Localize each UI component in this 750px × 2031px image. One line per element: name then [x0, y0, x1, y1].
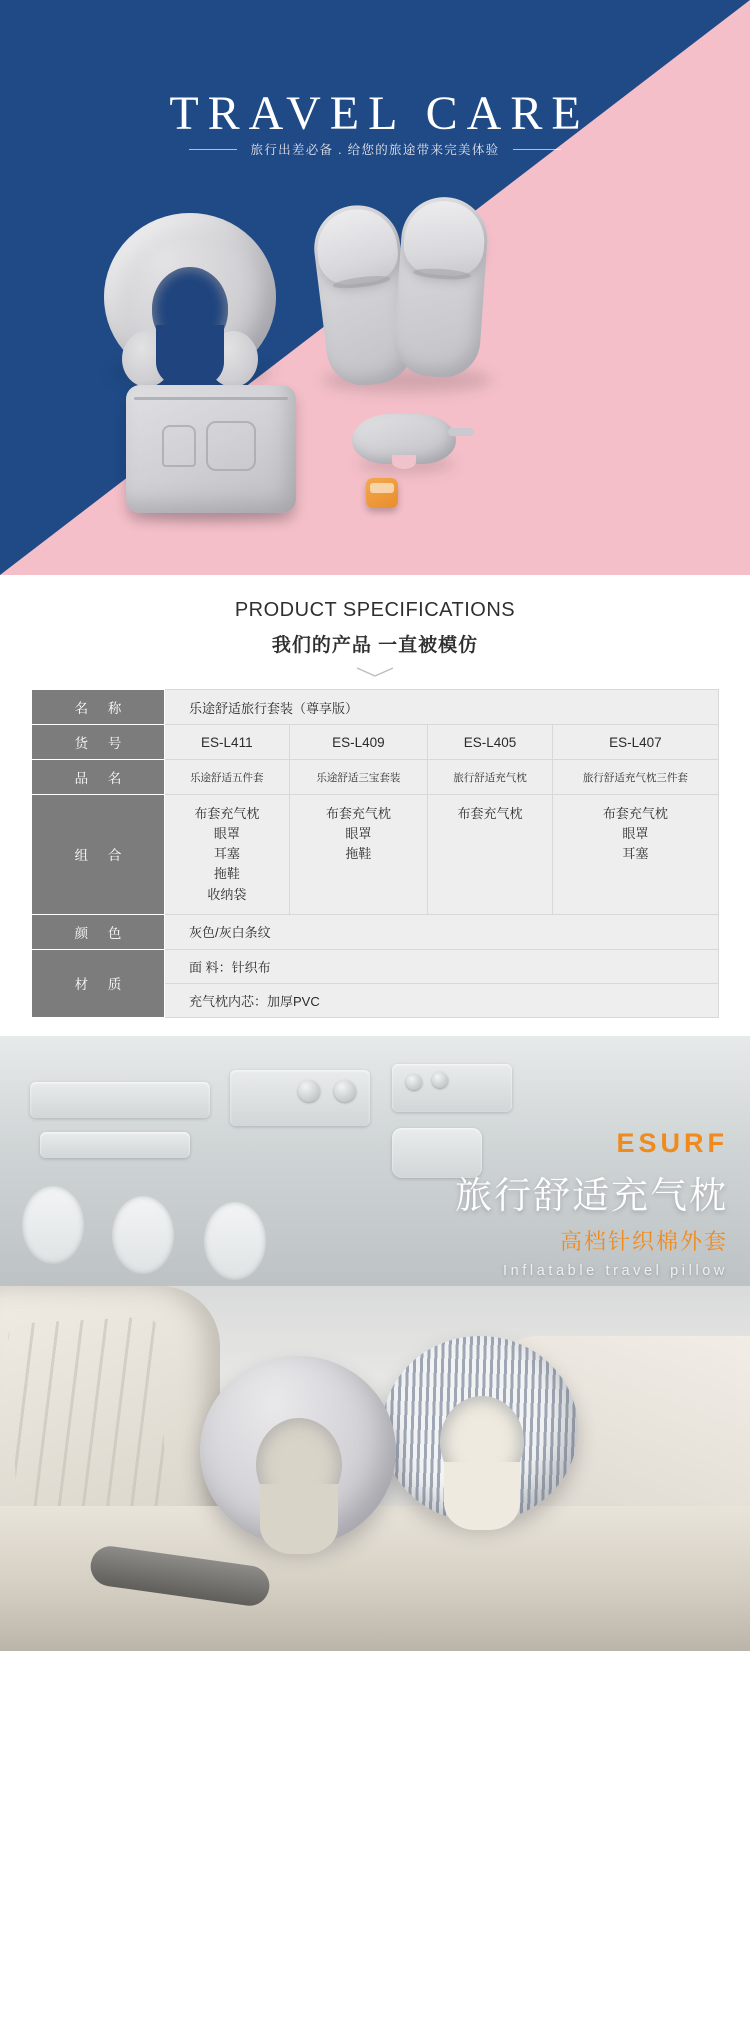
storage-pouch-image [126, 385, 296, 513]
cabin-english-caption: Inflatable travel pillow [502, 1262, 728, 1279]
hero-banner [0, 0, 750, 575]
spec-value-brand-4: 旅行舒适充气枕三件套 [552, 760, 718, 795]
pillow-gap [156, 325, 224, 387]
cabin-headline: 旅行舒适充气枕 [455, 1174, 728, 1216]
cabin-lifestyle-banner [0, 1036, 750, 1651]
spec-title-en: PRODUCT SPECIFICATIONS [234, 599, 516, 621]
hero-subtitle: 旅行出差必备 . 给您的旅途带来完美体验 [237, 140, 514, 158]
spec-value-code-4: ES-L407 [552, 725, 718, 760]
slipper-right-image [392, 194, 490, 380]
striped-travel-pillow-image [382, 1336, 578, 1522]
spec-label-name: 名 称 [32, 690, 165, 725]
pillow-gap [444, 1462, 520, 1530]
table-row [32, 949, 719, 983]
hero-content [0, 0, 750, 575]
cabin-window [112, 1196, 174, 1274]
spec-value-combo-1: 布套充气枕 眼罩 耳塞 拖鞋 收纳袋 [165, 795, 290, 915]
earplug-case-lid [370, 483, 394, 493]
spec-label-color: 颜 色 [32, 914, 165, 949]
divider-ornament [0, 665, 750, 679]
spec-value-material-core: 充气枕内芯：加厚PVC [165, 983, 719, 1017]
reading-light-icon [406, 1074, 422, 1090]
neck-pillow-image [104, 213, 276, 381]
cabin-window [22, 1186, 84, 1264]
pouch-emboss-slippers [206, 421, 256, 471]
hero-subtitle-wrap [0, 140, 750, 159]
reading-light-icon [432, 1072, 448, 1088]
eye-mask-image [352, 414, 456, 464]
overhead-bin-panel [40, 1132, 190, 1158]
spec-label-brand: 品 名 [32, 760, 165, 795]
earplug-case-image [366, 478, 398, 508]
specifications-section [0, 575, 750, 1036]
eye-mask-nose-notch [392, 455, 416, 469]
spec-value-code-2: ES-L409 [289, 725, 428, 760]
specifications-table [31, 689, 719, 1018]
pouch-emboss-pillow [162, 425, 196, 467]
table-row [32, 914, 719, 949]
air-vent-icon [334, 1080, 356, 1102]
spec-value-brand-3: 旅行舒适充气枕 [428, 760, 553, 795]
cabin-text-block [455, 1128, 728, 1279]
spec-value-material-fabric: 面 料：针织布 [165, 949, 719, 983]
brand-name: ESURF [616, 1127, 728, 1158]
grey-travel-pillow-image [200, 1356, 396, 1546]
spec-label-code: 货 号 [32, 725, 165, 760]
hero-title: TRAVEL CARE [169, 87, 590, 140]
spec-value-brand-1: 乐途舒适五件套 [165, 760, 290, 795]
spec-label-combo: 组 合 [32, 795, 165, 915]
spec-label-material: 材 质 [32, 949, 165, 1017]
spec-value-code-3: ES-L405 [428, 725, 553, 760]
cabin-subheadline: 高档针织棉外套 [559, 1228, 728, 1254]
eye-mask-strap [448, 428, 474, 436]
spec-value-combo-3: 布套充气枕 [428, 795, 553, 915]
overhead-bin-panel [30, 1082, 210, 1118]
spec-value-brand-2: 乐途舒适三宝套装 [289, 760, 428, 795]
cabin-window [204, 1202, 266, 1280]
spec-value-name: 乐途舒适旅行套装（尊享版） [165, 690, 719, 725]
pillow-gap [260, 1484, 338, 1554]
spec-title-cn: 我们的产品 一直被模仿 [271, 635, 479, 656]
pouch-zipper [134, 397, 288, 400]
air-vent-icon [298, 1080, 320, 1102]
table-row [32, 690, 719, 725]
table-row [32, 795, 719, 915]
spec-value-color: 灰色/灰白条纹 [165, 914, 719, 949]
table-row [32, 760, 719, 795]
spec-value-combo-2: 布套充气枕 眼罩 拖鞋 [289, 795, 428, 915]
spec-value-code-1: ES-L411 [165, 725, 290, 760]
spec-value-combo-4: 布套充气枕 眼罩 耳塞 [552, 795, 718, 915]
table-row [32, 725, 719, 760]
